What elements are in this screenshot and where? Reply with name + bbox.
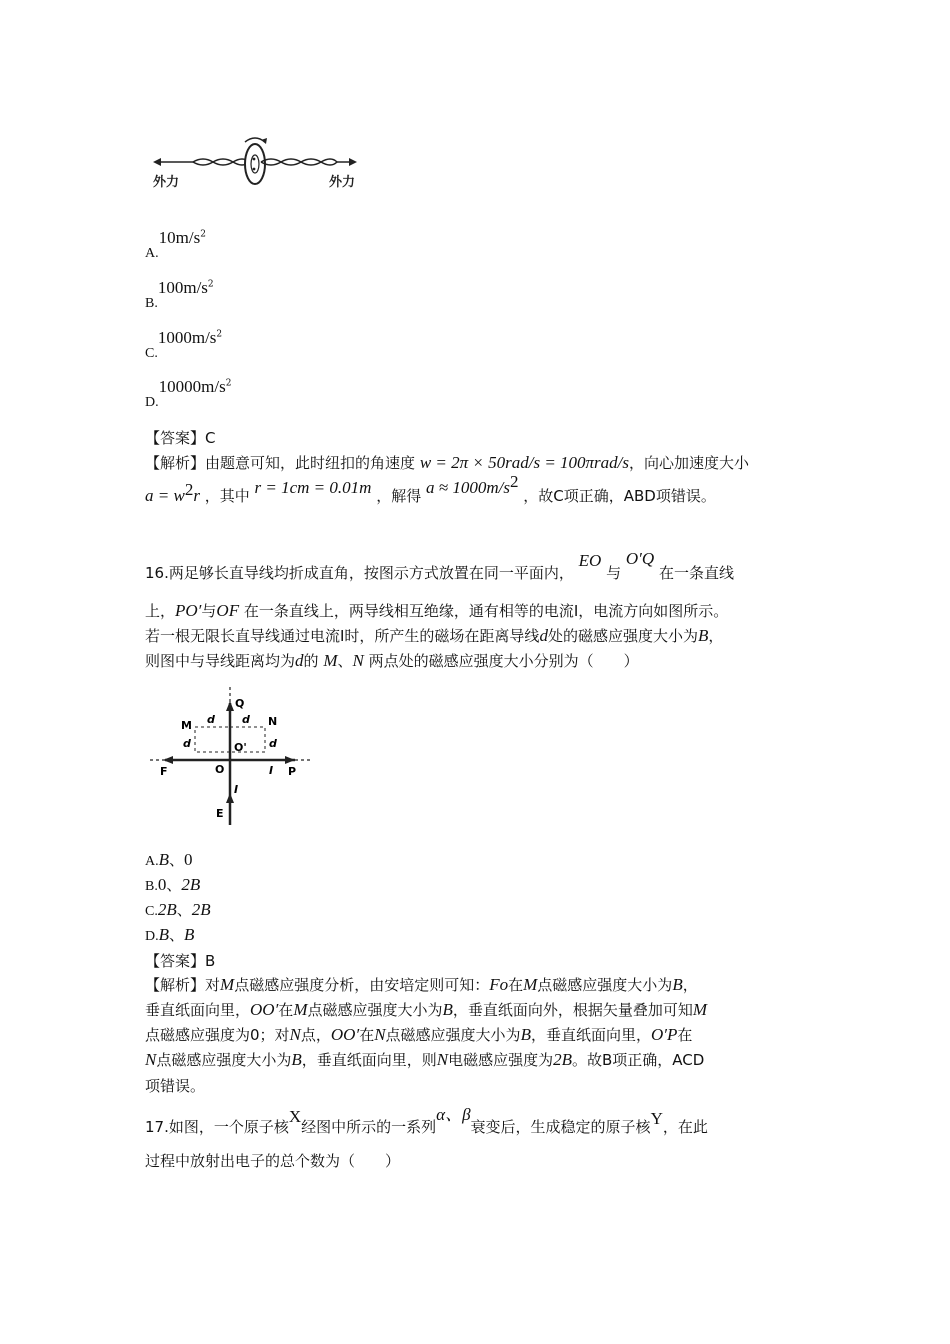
stem-text: 与 — [606, 564, 622, 582]
analysis-text: 项错误。 — [145, 1077, 206, 1095]
stem-text: 经图中所示的一系列 — [301, 1118, 437, 1136]
analysis-text: 点磁感应强度大小为 — [385, 1026, 521, 1044]
option-letter: C. — [145, 346, 158, 361]
option-sep: 、 — [169, 851, 185, 869]
segment-oq: O′Q — [625, 549, 655, 568]
nucleus-x: X — [288, 1107, 302, 1126]
analysis-text: ，垂直纸面向里， — [530, 1026, 651, 1044]
var-d: d — [295, 651, 304, 670]
segment-eo: EO — [578, 551, 602, 570]
point-n: N — [374, 1025, 386, 1044]
option-sep: 、 — [176, 901, 192, 919]
option-letter: A. — [145, 246, 159, 261]
point-m: M — [293, 1000, 308, 1019]
answer-value: C — [205, 429, 216, 447]
q15-analysis-line1 — [145, 452, 749, 473]
segment-oo: OO′ — [330, 1025, 360, 1044]
analysis-text: 在 — [508, 976, 524, 994]
radius-equation: r = 1cm = 0.01m — [254, 478, 372, 497]
option-exp: 2 — [207, 279, 214, 290]
option-letter: D. — [145, 929, 159, 944]
button-spin-diagram — [145, 128, 365, 192]
label-o-prime: O' — [234, 741, 247, 754]
analysis-text: ，其中 — [204, 487, 250, 505]
stem-text: 17.如图，一个原子核 — [145, 1118, 289, 1136]
label-o: O — [215, 763, 225, 776]
q16-analysis-line2 — [145, 999, 707, 1020]
segment-fo: Fo — [489, 975, 509, 994]
analysis-text: 。故B项正确，ACD — [572, 1051, 705, 1069]
label-d-left: d — [183, 737, 191, 750]
point-m: M — [220, 975, 235, 994]
stem-text: 衰变后，生成稳定的原子核 — [470, 1118, 651, 1136]
q15-analysis-line2 — [145, 472, 716, 506]
analysis-text: 由题意可知，此时纽扣的角速度 — [205, 454, 416, 472]
option-value: 100m/s — [157, 278, 208, 297]
option-letter: C. — [145, 904, 158, 919]
q16-stem-line2 — [145, 600, 728, 621]
q16-analysis-line4 — [145, 1049, 704, 1070]
stem-text: 处的磁感应强度大小为 — [547, 627, 698, 645]
analysis-text: 点磁感应强度大小为 — [537, 976, 673, 994]
point-n: N — [289, 1025, 301, 1044]
option-first: 2B — [157, 900, 177, 919]
q16-answer — [145, 950, 215, 971]
stem-text: 在一条直线 — [658, 564, 734, 582]
point-n: N — [352, 651, 364, 670]
stem-text: ，在此 — [662, 1118, 708, 1136]
analysis-text: ，故C项正确，ABD项错误。 — [523, 487, 716, 505]
var-2b: 2B — [553, 1050, 573, 1069]
acceleration-formula: a = w — [145, 486, 185, 505]
result-exp: 2 — [509, 472, 519, 491]
label-n: N — [268, 715, 278, 728]
stem-text: 则图中与导线距离均为 — [145, 652, 296, 670]
analysis-text: ， — [682, 976, 698, 994]
point-n: N — [436, 1050, 449, 1069]
analysis-text: 在 — [278, 1001, 294, 1019]
answer-tag: 【答案】 — [145, 952, 206, 970]
option-letter: B. — [145, 296, 158, 311]
button-spin-figure — [145, 128, 365, 192]
label-m: M — [181, 719, 192, 732]
segment-of: OF — [216, 601, 240, 620]
var-b: B — [520, 1025, 531, 1044]
stem-text: ， — [708, 627, 724, 645]
analysis-text: 在 — [359, 1026, 375, 1044]
analysis-text: 对 — [205, 976, 221, 994]
stem-text: 、 — [337, 652, 353, 670]
segment-oo: OO′ — [250, 1000, 279, 1019]
q16-analysis-line5 — [145, 1075, 205, 1096]
q16-option-a[interactable] — [145, 849, 193, 870]
analysis-text: 垂直纸面向里， — [145, 1001, 251, 1019]
label-current-vertical: I — [234, 783, 239, 796]
formula-tail: r — [193, 486, 200, 505]
option-exp: 2 — [225, 378, 232, 389]
option-second: B — [184, 925, 195, 944]
q15-option-d[interactable] — [145, 377, 232, 410]
q16-option-b[interactable] — [145, 874, 200, 895]
analysis-tag: 【解析】 — [145, 976, 206, 994]
option-second: 2B — [191, 900, 211, 919]
analysis-text: 点磁感应强度大小为 — [307, 1001, 443, 1019]
label-e: E — [216, 807, 224, 820]
left-force-label: 外力 — [153, 175, 180, 190]
q17-stem-line2 — [145, 1150, 400, 1171]
result-equation: a ≈ 1000m/s — [426, 478, 510, 497]
decay-types: α、β — [436, 1105, 471, 1124]
point-m: M — [523, 975, 538, 994]
q16-stem-line4 — [145, 650, 639, 671]
analysis-text: 点磁感应强度大小为 — [156, 1051, 292, 1069]
var-d: d — [539, 626, 548, 645]
stem-text: 上， — [145, 602, 176, 620]
option-first: 0 — [157, 875, 167, 894]
option-value: 1000m/s — [157, 328, 217, 347]
label-d-right: d — [269, 737, 277, 750]
stem-text: 在一条直线上，两导线相互绝缘，通有相等的电流I，电流方向如图所示。 — [243, 602, 729, 620]
var-b: B — [697, 626, 709, 645]
label-d-top-right: d — [242, 713, 250, 726]
option-second: 0 — [184, 850, 193, 869]
option-value: 10000m/s — [158, 377, 226, 396]
label-d-top-left: d — [207, 713, 215, 726]
q17-stem-line1 — [145, 1105, 708, 1137]
option-letter: A. — [145, 854, 159, 869]
analysis-text: 在 — [677, 1026, 693, 1044]
stem-text: 与 — [201, 602, 217, 620]
analysis-text: ，解得 — [376, 487, 422, 505]
point-m: M — [692, 1000, 708, 1019]
q16-analysis-line3 — [145, 1024, 692, 1045]
analysis-tag: 【解析】 — [145, 454, 206, 472]
q16-option-d[interactable] — [145, 924, 194, 945]
q15-option-a[interactable] — [145, 228, 206, 261]
option-first: B — [158, 925, 170, 944]
option-letter: D. — [145, 395, 159, 410]
point-n: N — [145, 1050, 157, 1069]
segment-po: PO′ — [175, 601, 202, 620]
stem-text: 两点处的磁感应强度大小分别为（ ） — [368, 652, 639, 670]
var-b: B — [291, 1050, 302, 1069]
angular-velocity-equation: w = 2π × 50rad/s = 100πrad/s — [419, 453, 630, 472]
label-f: F — [160, 765, 168, 778]
nucleus-y: Y — [650, 1109, 663, 1128]
answer-tag: 【答案】 — [145, 429, 206, 447]
stem-text: 若一根无限长直导线通过电流I时，所产生的磁场在距离导线 — [145, 627, 540, 645]
option-second: 2B — [181, 875, 201, 894]
q15-option-b[interactable] — [145, 278, 214, 311]
option-value: 10m/s — [158, 228, 201, 247]
q15-option-c[interactable] — [145, 328, 223, 361]
stem-text: 的 — [303, 652, 319, 670]
label-p: P — [288, 765, 297, 778]
segment-op: O′P — [650, 1025, 678, 1044]
right-force-label: 外力 — [329, 175, 356, 190]
label-current-horizontal: I — [269, 764, 274, 777]
option-exp: 2 — [216, 329, 223, 340]
analysis-text: 点磁感应强度为0；对 — [145, 1026, 290, 1044]
option-letter: B. — [145, 879, 158, 894]
q16-stem-line3 — [145, 625, 723, 646]
point-m: M — [323, 651, 338, 670]
analysis-text: ，向心加速度大小 — [629, 454, 750, 472]
stem-text: 16.两足够长直导线均折成直角，按图示方式放置在同一平面内， — [145, 564, 574, 582]
var-b: B — [672, 975, 683, 994]
q15-answer — [145, 427, 216, 448]
formula-exp: 2 — [184, 480, 194, 499]
analysis-text: ，垂直纸面向里，则 — [301, 1051, 437, 1069]
var-b: B — [442, 1000, 453, 1019]
option-sep: 、 — [166, 876, 182, 894]
q16-stem-line1 — [145, 549, 734, 583]
option-exp: 2 — [200, 229, 206, 240]
analysis-text: ，垂直纸面向外，根据矢量叠加可知 — [452, 1001, 693, 1019]
label-q: Q — [235, 697, 245, 710]
q16-analysis-line1 — [145, 974, 698, 995]
stem-text: 过程中放射出电子的总个数为（ ） — [145, 1152, 401, 1170]
option-sep: 、 — [169, 926, 185, 944]
wire-diagram-figure — [145, 685, 315, 830]
option-first: B — [158, 850, 170, 869]
analysis-text: 点， — [300, 1026, 331, 1044]
analysis-text: 电磁感应强度为 — [448, 1051, 554, 1069]
q16-option-c[interactable] — [145, 899, 211, 920]
wire-diagram — [145, 685, 315, 830]
answer-value: B — [205, 952, 216, 970]
analysis-text: 点磁感应强度分析，由安培定则可知： — [234, 976, 490, 994]
